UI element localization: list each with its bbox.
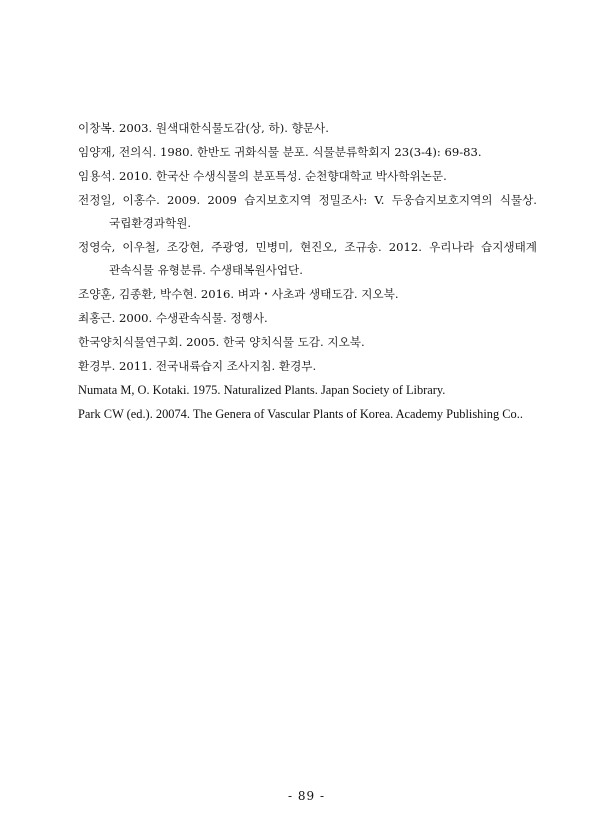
reference-item (78, 382, 548, 399)
reference-text: 최홍근. 2000. 수생관속식물. 정행사. (78, 311, 268, 325)
reference-item (78, 406, 548, 423)
reference-text: 정영숙, 이우철, 조강현, 주광영, 민병미, 현진오, 조규송. 2012. 우리나라 습지생태계 (78, 240, 537, 254)
reference-item (78, 144, 548, 161)
reference-text: Park CW (ed.). 20074. The Genera of Vascular Plants of Korea. Academy Publishing Co.. (78, 407, 523, 421)
reference-item (78, 358, 548, 375)
reference-text: 임양재, 전의식. 1980. 한반도 귀화식물 분포. 식물분류학회지 23(3-4): 69-83. (78, 145, 482, 159)
reference-text: 조양훈, 김종환, 박수현. 2016. 벼과・사초과 생태도감. 지오북. (78, 287, 399, 301)
reference-item (78, 239, 548, 279)
reference-item (78, 120, 548, 137)
reference-item (78, 310, 548, 327)
reference-text: 이창복. 2003. 원색대한식물도감(상, 하). 향문사. (78, 121, 329, 135)
reference-item (78, 334, 548, 351)
reference-list (78, 120, 548, 430)
reference-text: Numata M, O. Kotaki. 1975. Naturalized Plants. Japan Society of Library. (78, 383, 446, 397)
reference-text: 전정일, 이홍수. 2009. 2009 습지보호지역 정밀조사: V. 두웅습지보호지역의 식물상. (78, 193, 537, 207)
reference-item (78, 286, 548, 303)
page-number: - 89 - (287, 789, 325, 803)
reference-item (78, 168, 548, 185)
reference-text: 임용석. 2010. 한국산 수생식물의 분포특성. 순천향대학교 박사학위논문. (78, 169, 447, 183)
reference-text: 환경부. 2011. 전국내륙습지 조사지침. 환경부. (78, 359, 317, 373)
reference-continuation: 관속식물 유형분류. 수생태복원사업단. (109, 263, 303, 277)
reference-text: 한국양치식물연구회. 2005. 한국 양치식물 도감. 지오북. (78, 335, 365, 349)
reference-continuation: 국립환경과학원. (109, 216, 192, 230)
reference-item (78, 192, 548, 232)
